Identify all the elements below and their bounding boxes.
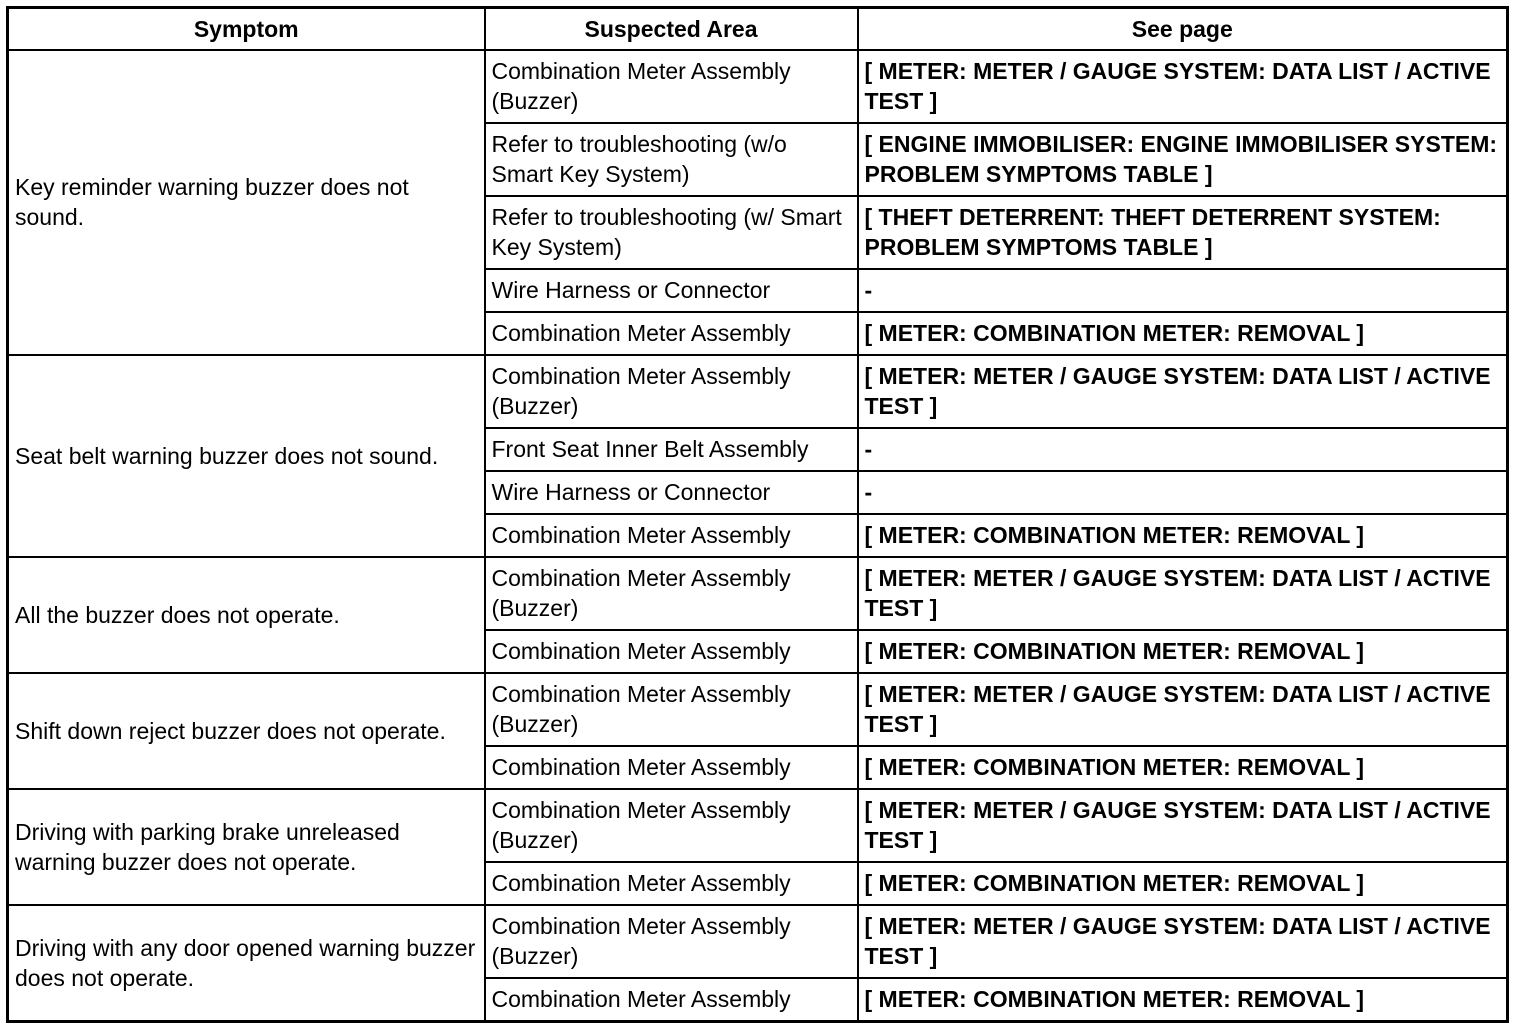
see-page-cell: [ METER: COMBINATION METER: REMOVAL ] <box>858 978 1508 1022</box>
see-page-cell: [ METER: COMBINATION METER: REMOVAL ] <box>858 746 1508 789</box>
suspected-area-cell: Wire Harness or Connector <box>485 471 858 514</box>
symptom-cell: Key reminder warning buzzer does not sound. <box>8 50 485 355</box>
table-row <box>8 557 1508 630</box>
see-page-cell: - <box>858 471 1508 514</box>
suspected-area-cell: Combination Meter Assembly <box>485 514 858 557</box>
see-page-cell: - <box>858 269 1508 312</box>
suspected-area-cell: Combination Meter Assembly (Buzzer) <box>485 355 858 428</box>
symptom-cell: Driving with parking brake unreleased warning buzzer does not operate. <box>8 789 485 905</box>
header-symptom: Symptom <box>8 8 485 51</box>
table-row <box>8 50 1508 123</box>
header-row <box>8 8 1508 51</box>
symptom-cell: Seat belt warning buzzer does not sound. <box>8 355 485 557</box>
symptom-cell: Driving with any door opened warning buzzer does not operate. <box>8 905 485 1022</box>
suspected-area-cell: Combination Meter Assembly <box>485 978 858 1022</box>
see-page-cell: [ METER: COMBINATION METER: REMOVAL ] <box>858 514 1508 557</box>
header-see-page: See page <box>858 8 1508 51</box>
header-suspected-area: Suspected Area <box>485 8 858 51</box>
table-row <box>8 673 1508 746</box>
suspected-area-cell: Refer to troubleshooting (w/ Smart Key System) <box>485 196 858 269</box>
see-page-cell: [ METER: COMBINATION METER: REMOVAL ] <box>858 862 1508 905</box>
see-page-cell: [ METER: METER / GAUGE SYSTEM: DATA LIST / ACTIVE TEST ] <box>858 50 1508 123</box>
see-page-cell: [ METER: METER / GAUGE SYSTEM: DATA LIST / ACTIVE TEST ] <box>858 355 1508 428</box>
see-page-cell: [ METER: COMBINATION METER: REMOVAL ] <box>858 630 1508 673</box>
suspected-area-cell: Combination Meter Assembly <box>485 746 858 789</box>
see-page-cell: - <box>858 428 1508 471</box>
suspected-area-cell: Front Seat Inner Belt Assembly <box>485 428 858 471</box>
table-row <box>8 905 1508 978</box>
suspected-area-cell: Combination Meter Assembly (Buzzer) <box>485 50 858 123</box>
see-page-cell: [ METER: METER / GAUGE SYSTEM: DATA LIST / ACTIVE TEST ] <box>858 905 1508 978</box>
table-row <box>8 789 1508 862</box>
see-page-cell: [ ENGINE IMMOBILISER: ENGINE IMMOBILISER SYSTEM: PROBLEM SYMPTOMS TABLE ] <box>858 123 1508 196</box>
suspected-area-cell: Refer to troubleshooting (w/o Smart Key System) <box>485 123 858 196</box>
suspected-area-cell: Combination Meter Assembly <box>485 312 858 355</box>
suspected-area-cell: Combination Meter Assembly <box>485 630 858 673</box>
see-page-cell: [ METER: METER / GAUGE SYSTEM: DATA LIST / ACTIVE TEST ] <box>858 789 1508 862</box>
table-body <box>8 50 1508 1022</box>
suspected-area-cell: Wire Harness or Connector <box>485 269 858 312</box>
see-page-cell: [ METER: METER / GAUGE SYSTEM: DATA LIST / ACTIVE TEST ] <box>858 557 1508 630</box>
table-row <box>8 355 1508 428</box>
suspected-area-cell: Combination Meter Assembly (Buzzer) <box>485 789 858 862</box>
problem-symptoms-sheet <box>6 6 1506 1023</box>
see-page-cell: [ METER: METER / GAUGE SYSTEM: DATA LIST / ACTIVE TEST ] <box>858 673 1508 746</box>
problem-symptoms-table <box>6 6 1509 1023</box>
suspected-area-cell: Combination Meter Assembly (Buzzer) <box>485 673 858 746</box>
suspected-area-cell: Combination Meter Assembly (Buzzer) <box>485 905 858 978</box>
suspected-area-cell: Combination Meter Assembly <box>485 862 858 905</box>
see-page-cell: [ THEFT DETERRENT: THEFT DETERRENT SYSTEM: PROBLEM SYMPTOMS TABLE ] <box>858 196 1508 269</box>
suspected-area-cell: Combination Meter Assembly (Buzzer) <box>485 557 858 630</box>
see-page-cell: [ METER: COMBINATION METER: REMOVAL ] <box>858 312 1508 355</box>
symptom-cell: Shift down reject buzzer does not operate. <box>8 673 485 789</box>
symptom-cell: All the buzzer does not operate. <box>8 557 485 673</box>
